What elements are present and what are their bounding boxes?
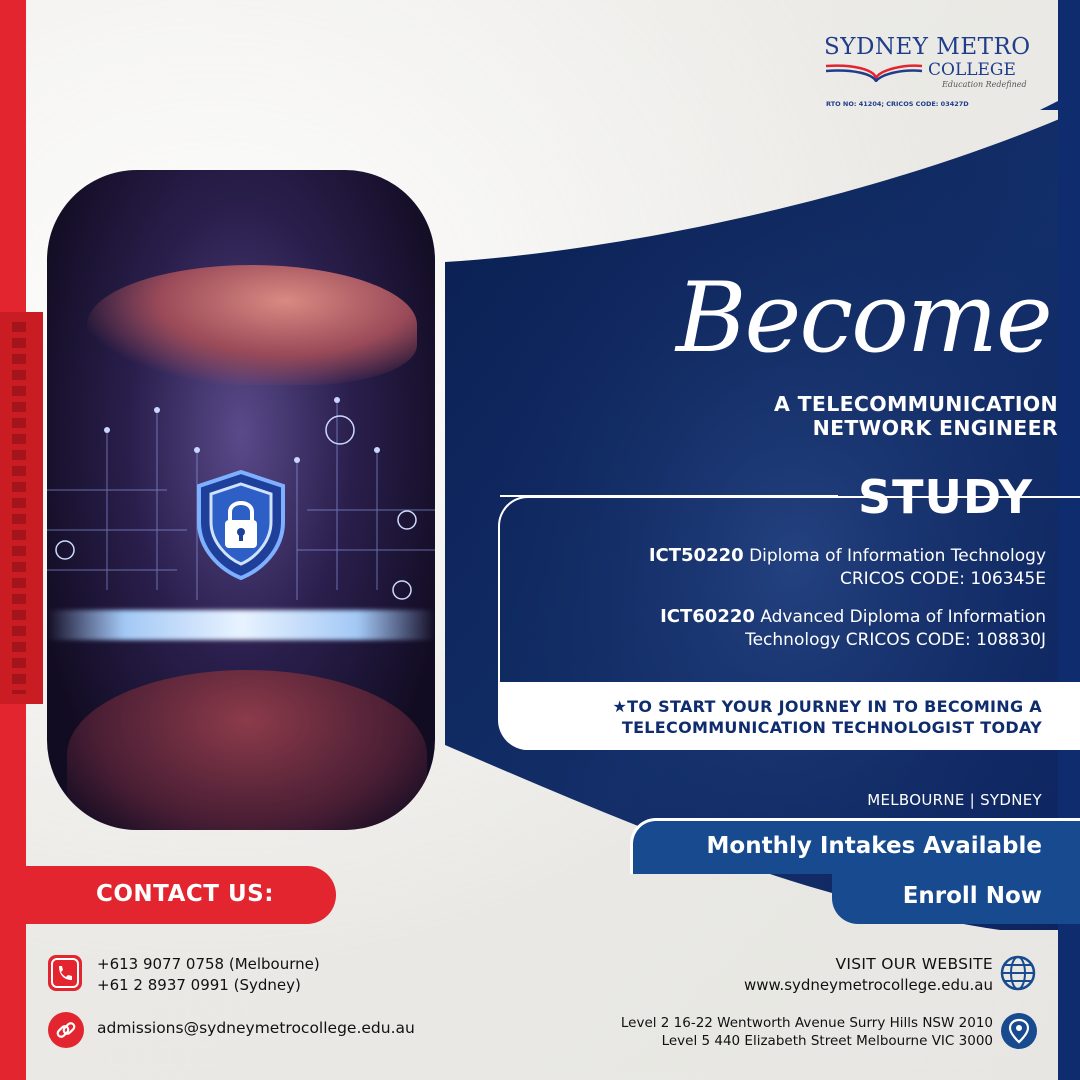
- course-cricos: CRICOS CODE: 108830J: [845, 630, 1046, 650]
- headline-line1: A TELECOMMUNICATION: [774, 392, 1058, 416]
- phone-numbers: [97, 954, 320, 996]
- journey-banner: [500, 682, 1080, 750]
- college-logo: [820, 34, 1030, 114]
- address-melbourne: Level 5 440 Elizabeth Street Melbourne VIC 3000: [661, 1033, 993, 1049]
- study-heading: STUDY: [858, 470, 1034, 524]
- course-name: Diploma of Information Technology: [749, 546, 1046, 566]
- course-cricos: CRICOS CODE: 106345E: [840, 569, 1046, 589]
- campus-addresses: [520, 1014, 993, 1050]
- logo-sub: COLLEGE: [928, 60, 1016, 80]
- website-url[interactable]: www.sydneymetrocollege.edu.au: [744, 976, 993, 994]
- course-item: [520, 605, 1046, 652]
- tablet-glow: [47, 610, 435, 640]
- study-divider: [500, 495, 838, 497]
- hand-bottom: [67, 670, 427, 830]
- enroll-label: Enroll Now: [902, 883, 1042, 909]
- contact-us-banner: [26, 866, 336, 924]
- website-block: [640, 954, 993, 996]
- contact-label: CONTACT US:: [96, 881, 274, 907]
- location-pin-icon: [1001, 1013, 1037, 1049]
- logo-swoosh-icon: [824, 60, 924, 82]
- logo-rto: RTO NO: 41204; CRICOS CODE: 03427D: [826, 100, 969, 108]
- course-name-line1: Advanced Diploma of Information: [760, 607, 1046, 627]
- hand-top: [87, 265, 417, 385]
- address-sydney: Level 2 16-22 Wentworth Avenue Surry Hills NSW 2010: [620, 1015, 993, 1031]
- link-icon: [48, 1012, 84, 1048]
- phone-melbourne[interactable]: +613 9077 0758 (Melbourne): [97, 955, 320, 973]
- globe-icon: [999, 954, 1037, 992]
- phone-icon: [48, 955, 82, 991]
- security-photo: [47, 170, 435, 830]
- course-name-line2: Technology: [745, 630, 841, 650]
- course-code: ICT50220: [648, 545, 744, 566]
- campus-locations: MELBOURNE | SYDNEY: [867, 791, 1042, 809]
- logo-tagline: Education Redefined: [942, 80, 1027, 89]
- phone-sydney[interactable]: +61 2 8937 0991 (Sydney): [97, 976, 301, 994]
- enroll-now-button[interactable]: [832, 872, 1080, 924]
- headline-line2: NETWORK ENGINEER: [812, 416, 1058, 440]
- email-address[interactable]: admissions@sydneymetrocollege.edu.au: [97, 1019, 415, 1037]
- journey-line1: ★TO START YOUR JOURNEY IN TO BECOMING A: [612, 697, 1042, 716]
- headline-title: [600, 392, 1058, 440]
- become-script-title: Become: [676, 262, 1051, 374]
- visit-website-label: VISIT OUR WEBSITE: [835, 955, 993, 973]
- intake-label: Monthly Intakes Available: [706, 833, 1042, 859]
- shield-lock-icon: [195, 470, 287, 580]
- logo-name: SYDNEY METRO: [824, 34, 1031, 60]
- journey-line2: TELECOMMUNICATION TECHNOLOGIST TODAY: [621, 718, 1042, 737]
- monthly-intakes-banner: [630, 818, 1080, 874]
- course-item: [520, 544, 1046, 591]
- course-code: ICT60220: [660, 606, 755, 627]
- left-red-block: [0, 312, 43, 704]
